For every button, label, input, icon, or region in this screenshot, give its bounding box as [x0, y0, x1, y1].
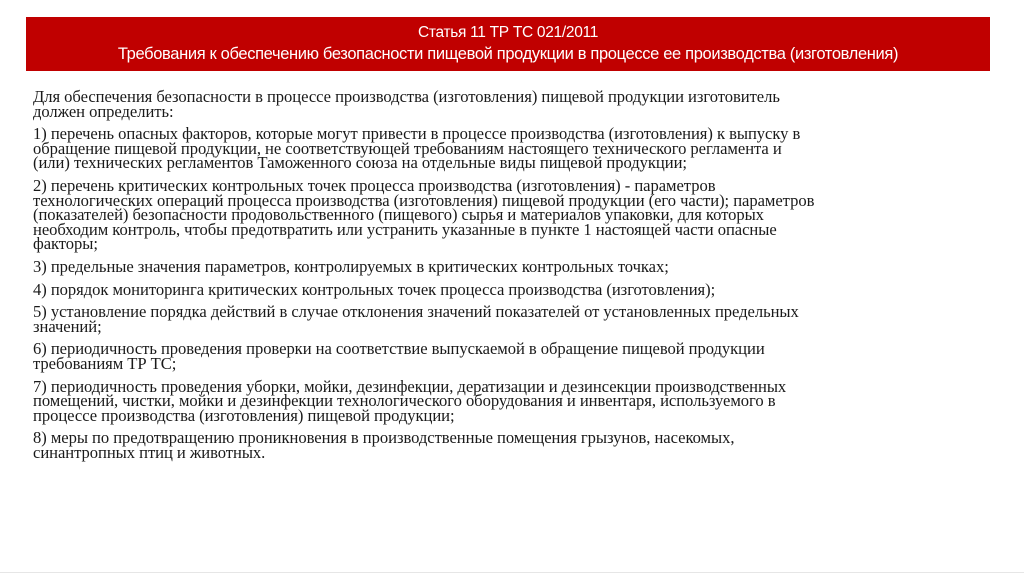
text-line: 1) перечень опасных факторов, которые могут привести в процессе производства (изготовления) к выпуску в: [33, 124, 801, 144]
requirements-text: [33, 87, 993, 468]
text-line: значений;: [33, 316, 102, 336]
list-item-2: [33, 175, 993, 254]
list-item-3: [33, 256, 993, 276]
list-item-4: [33, 279, 993, 299]
text-line: технологических операций процесса производства (изготовления) пищевой продукции (его части); параметров: [33, 190, 815, 210]
article-subtitle: Требования к обеспечению безопасности пищевой продукции в процессе ее производства (изготовления): [117, 45, 899, 63]
text-line: 7) периодичность проведения уборки, мойки, дезинфекции, дератизации и дезинсекции производственных: [33, 376, 787, 396]
article-title: Статья 11 ТР ТС 021/2011: [417, 24, 599, 41]
text-line: необходим контроль, чтобы предотвратить или устранить указанные в пункте 1 настоящей части опасные: [33, 219, 777, 239]
list-item-8: [33, 428, 993, 462]
text-line: 3) предельные значения параметров, контролируемых в критических контрольных точках;: [33, 256, 669, 276]
intro-paragraph: [33, 87, 993, 121]
list-item-7: [33, 376, 993, 425]
text-line: 5) установление порядка действий в случае отклонения значений показателей от установленных предельных: [33, 302, 799, 322]
list-item-1: [33, 124, 993, 173]
text-line: 2) перечень критических контрольных точек процесса производства (изготовления) - параметров: [33, 175, 716, 195]
text-line: обращение пищевой продукции, не соответствующей требованиям настоящего технического регламента и: [33, 138, 782, 158]
text-line: (или) технических регламентов Таможенного союза на отдельные виды пищевой продукции;: [33, 153, 687, 173]
list-item-5: [33, 302, 993, 336]
text-line: 6) периодичность проведения проверки на соответствие выпускаемой в обращение пищевой продукции: [33, 339, 765, 359]
text-line: 4) порядок мониторинга критических контрольных точек процесса производства (изготовления);: [33, 279, 716, 299]
slide-bottom-divider: [0, 572, 1024, 573]
text-line: факторы;: [33, 234, 98, 254]
title-banner: [26, 17, 990, 71]
text-line: Для обеспечения безопасности в процессе производства (изготовления) пищевой продукции изготовитель: [33, 87, 780, 106]
list-item-6: [33, 339, 993, 373]
text-line: 8) меры по предотвращению проникновения в производственные помещения грызунов, насекомых,: [33, 428, 735, 448]
text-line: помещений, чистки, мойки и дезинфекции технологического оборудования и инвентаря, используемого в: [33, 391, 776, 411]
text-line: (показателей) безопасности продовольственного (пищевого) сырья и материалов упаковки, для которых: [33, 205, 764, 225]
text-line: процессе производства (изготовления) пищевой продукции;: [33, 405, 455, 425]
text-line: должен определить:: [33, 101, 174, 121]
text-line: синантропных птиц и животных.: [33, 442, 266, 462]
text-line: требованиям ТР ТС;: [33, 353, 177, 373]
